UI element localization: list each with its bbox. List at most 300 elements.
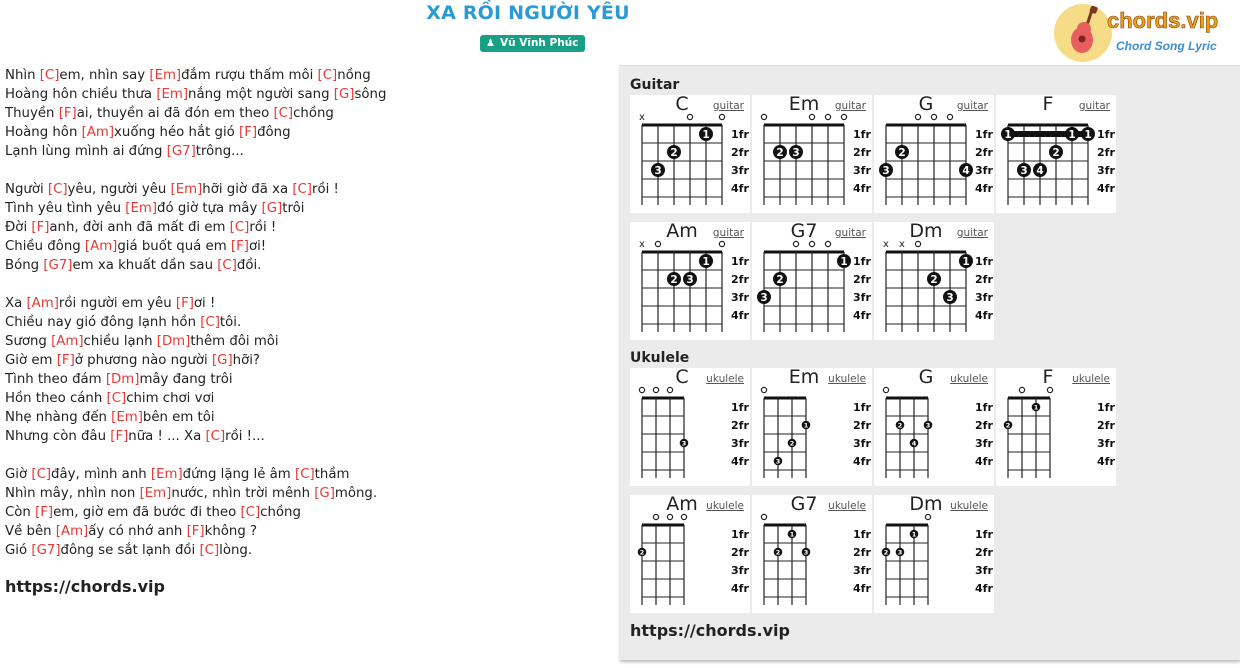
open-string-marker [639,387,644,392]
lyric-text: em xa khuất dần sau [72,258,218,273]
lyric-line [5,85,605,104]
logo-tagline: Chord Song Lyric [1116,39,1217,53]
finger-number: 1 [1004,129,1012,141]
lyric-text: rồi ! [312,182,339,197]
inline-chord[interactable]: [C] [106,391,127,406]
open-string-marker [667,514,672,519]
ukulele-chord-card[interactable] [630,495,750,613]
inline-chord[interactable]: [C] [200,315,220,330]
guitar-link[interactable]: guitar [834,227,866,239]
ukulele-chord-card[interactable] [874,495,994,613]
lyric-text: Giờ em [5,353,57,368]
inline-chord[interactable]: [Am] [81,125,115,140]
chord-name: G [918,366,934,388]
inline-chord[interactable]: [F] [31,220,50,235]
open-string-marker [841,114,846,119]
lyric-text: chồng [293,106,334,121]
fret-label: 2fr [731,546,749,559]
lyric-text: chim chơi vơi [126,391,215,406]
fret-label: 1fr [975,528,993,541]
inline-chord[interactable]: [C] [317,68,338,83]
logo-text: chords.vip [1107,8,1219,33]
lyric-text: anh, đời anh đã mất đi em [49,220,230,235]
fret-label: 4fr [975,309,993,322]
fret-label: 2fr [975,419,993,432]
inline-chord[interactable]: [Em] [149,68,182,83]
lyric-text: Chiều đông [5,239,85,254]
chord-name: F [1042,366,1054,388]
lyric-text: Về bên [5,524,56,539]
fret-label: 2fr [853,146,871,159]
inline-chord[interactable]: [C] [240,505,261,520]
open-string-marker [719,241,724,246]
lyric-line [5,332,605,351]
chord-name: Am [666,493,698,515]
chord-name: Em [788,93,820,115]
guitar-chord-card[interactable] [752,95,872,213]
finger-number: 1 [911,530,917,539]
finger-number: 3 [681,439,687,448]
lyric-text: thêm đôi môi [190,334,279,349]
finger-number: 3 [775,457,781,466]
ukulele-chord-card[interactable] [996,368,1116,486]
ukulele-chord-card[interactable] [874,368,994,486]
finger-number: 2 [897,421,903,430]
fret-label: 3fr [853,437,871,450]
finger-number: 2 [930,274,938,286]
inline-chord[interactable]: [C] [31,467,52,482]
open-string-marker [947,114,952,119]
lyric-text: Nhưng còn đâu [5,429,111,444]
inline-chord[interactable]: [C] [217,258,237,273]
fret-label: 4fr [731,309,749,322]
fret-label: 4fr [975,582,993,595]
chord-name: C [675,93,689,115]
fret-label: 1fr [975,255,993,268]
lyric-line [5,66,605,85]
inline-chord[interactable]: [Em] [125,201,158,216]
blank-line [5,161,605,180]
fret-label: 3fr [1097,164,1115,177]
finger-number: 2 [639,548,645,557]
ukulele-link[interactable]: ukulele [950,500,988,512]
guitar-chord-card[interactable] [630,222,750,340]
lyric-line [5,408,605,427]
inline-chord[interactable]: [C] [229,220,250,235]
fret-label: 1fr [975,401,993,414]
guitar-chord-card[interactable] [630,95,750,213]
lyric-text: mây đang trôi [139,372,233,387]
finger-number: 3 [792,147,800,159]
inline-chord[interactable]: [Am] [55,524,89,539]
lyric-text: Hoàng hôn chiều thưa [5,87,157,102]
site-logo[interactable] [1052,2,1238,62]
user-icon: ♟ [486,38,495,49]
lyric-text: sông [354,87,387,102]
fret-label: 4fr [975,455,993,468]
guitar-chord-card[interactable] [996,95,1116,213]
fret-label: 1fr [731,128,749,141]
open-string-marker [809,241,814,246]
lyric-text: Nhìn mây, nhìn non [5,486,140,501]
lyric-text: đắm rượu thấm môi [181,68,318,83]
chord-name: Dm [909,220,943,242]
open-string-marker [653,514,658,519]
open-string-marker [915,114,920,119]
finger-number: 2 [775,548,781,557]
lyrics-block [5,66,605,560]
lyric-text: Tình theo đám [5,372,106,387]
ukulele-link[interactable]: ukulele [706,373,744,385]
lyric-text: bên em tôi [142,410,215,425]
site-url-link[interactable]: https://chords.vip [5,577,165,596]
guitar-link[interactable]: guitar [834,100,866,112]
fret-label: 1fr [853,255,871,268]
open-string-marker [915,241,920,246]
fret-label: 2fr [975,546,993,559]
lyric-line [5,294,605,313]
open-string-marker [925,514,930,519]
finger-number: 2 [1005,421,1011,430]
lyric-line [5,199,605,218]
lyric-text: Gió [5,543,32,558]
lyric-text: ở phương nào người [74,353,212,368]
open-string-marker [761,387,766,392]
lyric-text: Bóng [5,258,44,273]
panel-site-url-link[interactable]: https://chords.vip [630,621,790,640]
fret-label: 4fr [1097,455,1115,468]
inline-chord[interactable]: [C] [292,182,312,197]
lyric-text: chồng [260,505,301,520]
blank-line [5,275,605,294]
guitar-chord-card[interactable] [752,222,872,340]
lyric-line [5,142,605,161]
lyric-text: đông se sắt lạnh đồi [60,543,200,558]
finger-number: 3 [803,548,809,557]
lyric-line [5,237,605,256]
open-string-marker [809,114,814,119]
finger-number: 1 [1084,129,1092,141]
guitar-link[interactable]: guitar [712,100,744,112]
lyric-text: trôi [282,201,305,216]
fret-label: 3fr [975,564,993,577]
lyric-text: không ? [204,524,258,539]
fret-label: 1fr [1097,401,1115,414]
lyric-line [5,503,605,522]
lyric-text: đó giờ tựa mây [157,201,262,216]
finger-number: 2 [883,548,889,557]
lyric-text: hỡi giờ đã xa [202,182,293,197]
inline-chord[interactable]: [F] [58,106,77,121]
inline-chord[interactable]: [F] [110,429,129,444]
inline-chord[interactable]: [Am] [51,334,84,349]
lyric-text: Đời [5,220,32,235]
inline-chord[interactable]: [C] [199,543,220,558]
lyric-line [5,180,605,199]
inline-chord[interactable]: [G] [261,201,283,216]
ukulele-link[interactable]: ukulele [950,373,988,385]
finger-number: 4 [1036,165,1044,177]
chord-name: Am [666,220,698,242]
inline-chord[interactable]: [G] [211,353,233,368]
fret-label: 1fr [1097,128,1115,141]
lyric-text: Tình yêu tình yêu [5,201,126,216]
inline-chord[interactable]: [Em] [150,467,183,482]
open-string-marker [667,387,672,392]
inline-chord[interactable]: [F] [186,524,205,539]
open-string-marker [825,114,830,119]
inline-chord[interactable]: [Dm] [156,334,191,349]
lyric-text: Thuyền [5,106,59,121]
finger-number: 3 [686,274,694,286]
fret-label: 4fr [731,182,749,195]
fret-label: 4fr [975,182,993,195]
fret-label: 1fr [731,401,749,414]
ukulele-link[interactable]: ukulele [1072,373,1110,385]
lyric-line [5,123,605,142]
finger-number: 3 [897,548,903,557]
lyric-text: em, nhìn say [59,68,150,83]
chord-name: C [675,366,689,388]
lyric-text: nồng [337,68,371,83]
lyric-text: thầm [314,467,350,482]
finger-number: 1 [803,421,809,430]
finger-number: 1 [1033,403,1039,412]
fret-label: 4fr [731,455,749,468]
chord-name: G7 [790,493,818,515]
inline-chord[interactable]: [C] [273,106,294,121]
lyric-text: ơi! [248,239,267,254]
inline-chord[interactable]: [F] [35,505,54,520]
fret-label: 2fr [731,146,749,159]
fret-label: 4fr [853,582,871,595]
open-string-marker [655,241,660,246]
finger-number: 2 [776,274,784,286]
inline-chord[interactable]: [Am] [26,296,59,311]
inline-chord[interactable]: [Em] [139,486,172,501]
artist-name: Vũ Vĩnh Phúc [499,37,579,49]
finger-number: 2 [789,439,795,448]
lyric-text: Người [5,182,48,197]
fret-label: 1fr [975,128,993,141]
fret-label: 4fr [853,455,871,468]
inline-chord[interactable]: [Am] [84,239,118,254]
finger-number: 3 [760,292,768,304]
finger-number: 3 [882,165,890,177]
lyric-text: Sương [5,334,52,349]
lyric-line [5,541,605,560]
finger-number: 1 [962,256,970,268]
lyric-text: rồi người em yêu [58,296,176,311]
inline-chord[interactable]: [F] [239,125,258,140]
fret-label: 3fr [731,164,749,177]
muted-string-marker: x [639,112,645,123]
fret-label: 3fr [731,437,749,450]
fret-label: 2fr [975,146,993,159]
inline-chord[interactable]: [C] [295,467,315,482]
open-string-marker [793,241,798,246]
fret-label: 2fr [853,546,871,559]
open-string-marker [681,514,686,519]
finger-number: 1 [789,530,795,539]
lyric-text: nắng một người sang [188,87,334,102]
guitar-chord-card[interactable] [874,222,994,340]
inline-chord[interactable]: [Em] [111,410,143,425]
finger-number: 1 [702,129,710,141]
lyric-line [5,522,605,541]
chord-name: Dm [909,493,943,515]
lyric-text: giá buốt quá em [117,239,231,254]
inline-chord[interactable]: [Em] [170,182,203,197]
lyric-text: Hoàng hôn [5,125,82,140]
muted-string-marker: x [883,239,889,250]
lyric-text: ơi ! [193,296,216,311]
lyric-text: đông [257,125,291,140]
lyric-text: Nhìn [5,68,40,83]
muted-string-marker: x [899,239,905,250]
inline-chord[interactable]: [Dm] [105,372,140,387]
finger-number: 2 [898,147,906,159]
song-title: XA RỒI NGƯỜI YÊU [426,2,630,24]
fret-label: 2fr [853,419,871,432]
lyric-text: hỡi? [232,353,260,368]
lyric-text: Chiều nay gió đông lạnh hồn [5,315,201,330]
finger-number: 2 [776,147,784,159]
lyric-text: nước, nhìn trời mênh [171,486,315,501]
open-string-marker [1047,387,1052,392]
inline-chord[interactable]: [G] [333,87,355,102]
blank-line [5,446,605,465]
inline-chord[interactable]: [G7] [166,144,196,159]
inline-chord[interactable]: [C] [205,429,226,444]
fret-label: 3fr [853,291,871,304]
open-string-marker [883,387,888,392]
finger-number: 2 [1052,147,1060,159]
lyric-text: lòng. [219,543,253,558]
inline-chord[interactable]: [F] [230,239,249,254]
ukulele-section-label: Ukulele [630,350,690,366]
guitar-link[interactable]: guitar [956,100,988,112]
lyric-text: tôi. [219,315,242,330]
fret-label: 1fr [731,528,749,541]
fret-label: 2fr [853,273,871,286]
fret-label: 3fr [853,164,871,177]
lyric-text: Giờ [5,467,32,482]
finger-number: 3 [946,292,954,304]
open-string-marker [825,241,830,246]
finger-number: 2 [670,274,678,286]
lyric-line [5,484,605,503]
lyric-line [5,256,605,275]
inline-chord[interactable]: [C] [39,68,60,83]
lyric-text: đồi. [236,258,262,273]
fret-label: 3fr [975,291,993,304]
fret-label: 3fr [1097,437,1115,450]
chord-name: Em [788,366,820,388]
lyric-line [5,465,605,484]
ukulele-link[interactable]: ukulele [828,373,866,385]
artist-badge[interactable] [480,35,585,52]
lyric-text: xuống héo hắt gió [114,125,240,140]
lyric-text: Nhẹ nhàng đến [5,410,112,425]
inline-chord[interactable]: [G7] [31,543,61,558]
chord-name: G [918,93,934,115]
fret-label: 1fr [731,255,749,268]
inline-chord[interactable]: [F] [56,353,75,368]
finger-number: 3 [1020,165,1028,177]
logo-graphic [1052,2,1238,62]
ukulele-chord-card[interactable] [752,495,872,613]
chord-name: F [1042,93,1054,115]
finger-number: 3 [654,165,662,177]
finger-number: 1 [840,256,848,268]
lyric-text: yêu, người yêu [67,182,171,197]
fret-label: 2fr [731,419,749,432]
lyric-line [5,104,605,123]
lyric-text: nữa ! ... Xa [128,429,206,444]
fret-label: 2fr [731,273,749,286]
muted-string-marker: x [639,239,645,250]
open-string-marker [761,514,766,519]
lyric-text: em, giờ em đã bước đi theo [53,505,241,520]
fret-label: 2fr [1097,146,1115,159]
fret-label: 1fr [853,528,871,541]
fret-label: 3fr [975,437,993,450]
finger-number: 3 [925,421,931,430]
fret-label: 2fr [1097,419,1115,432]
open-string-marker [1019,387,1024,392]
inline-chord[interactable]: [G7] [43,258,73,273]
guitar-chord-card[interactable] [874,95,994,213]
guitar-link[interactable]: guitar [712,227,744,239]
fret-label: 2fr [975,273,993,286]
lyric-text: Hồn theo cánh [5,391,107,406]
open-string-marker [653,387,658,392]
lyric-text: rồi !... [225,429,265,444]
inline-chord[interactable]: [G] [314,486,335,501]
inline-chord[interactable]: [C] [47,182,68,197]
finger-number: 2 [670,147,678,159]
ukulele-link[interactable]: ukulele [828,500,866,512]
guitar-link[interactable]: guitar [956,227,988,239]
lyric-text: Xa [5,296,27,311]
inline-chord[interactable]: [F] [175,296,194,311]
fret-label: 3fr [975,164,993,177]
lyric-line [5,370,605,389]
lyric-text: rồi ! [249,220,277,235]
lyric-text: chiều lạnh [83,334,157,349]
finger-number: 1 [702,256,710,268]
ukulele-chord-card[interactable] [630,368,750,486]
inline-chord[interactable]: [Em] [156,87,189,102]
finger-number: 4 [911,439,917,448]
ukulele-chord-card[interactable] [752,368,872,486]
fret-label: 4fr [731,582,749,595]
lyric-text: mông. [334,486,378,501]
ukulele-link[interactable]: ukulele [706,500,744,512]
lyric-text: đứng lặng lẻ âm [182,467,295,482]
fret-label: 4fr [1097,182,1115,195]
lyric-text: ấy có nhớ anh [88,524,187,539]
guitar-link[interactable]: guitar [1078,100,1110,112]
lyric-text: Lạnh lùng mình ai đứng [5,144,167,159]
lyric-text: trông... [195,144,244,159]
fret-label: 4fr [853,182,871,195]
finger-number: 1 [1068,129,1076,141]
open-string-marker [931,114,936,119]
fret-label: 1fr [853,401,871,414]
lyric-text: ai, thuyền ai đã đón em theo [76,106,274,121]
